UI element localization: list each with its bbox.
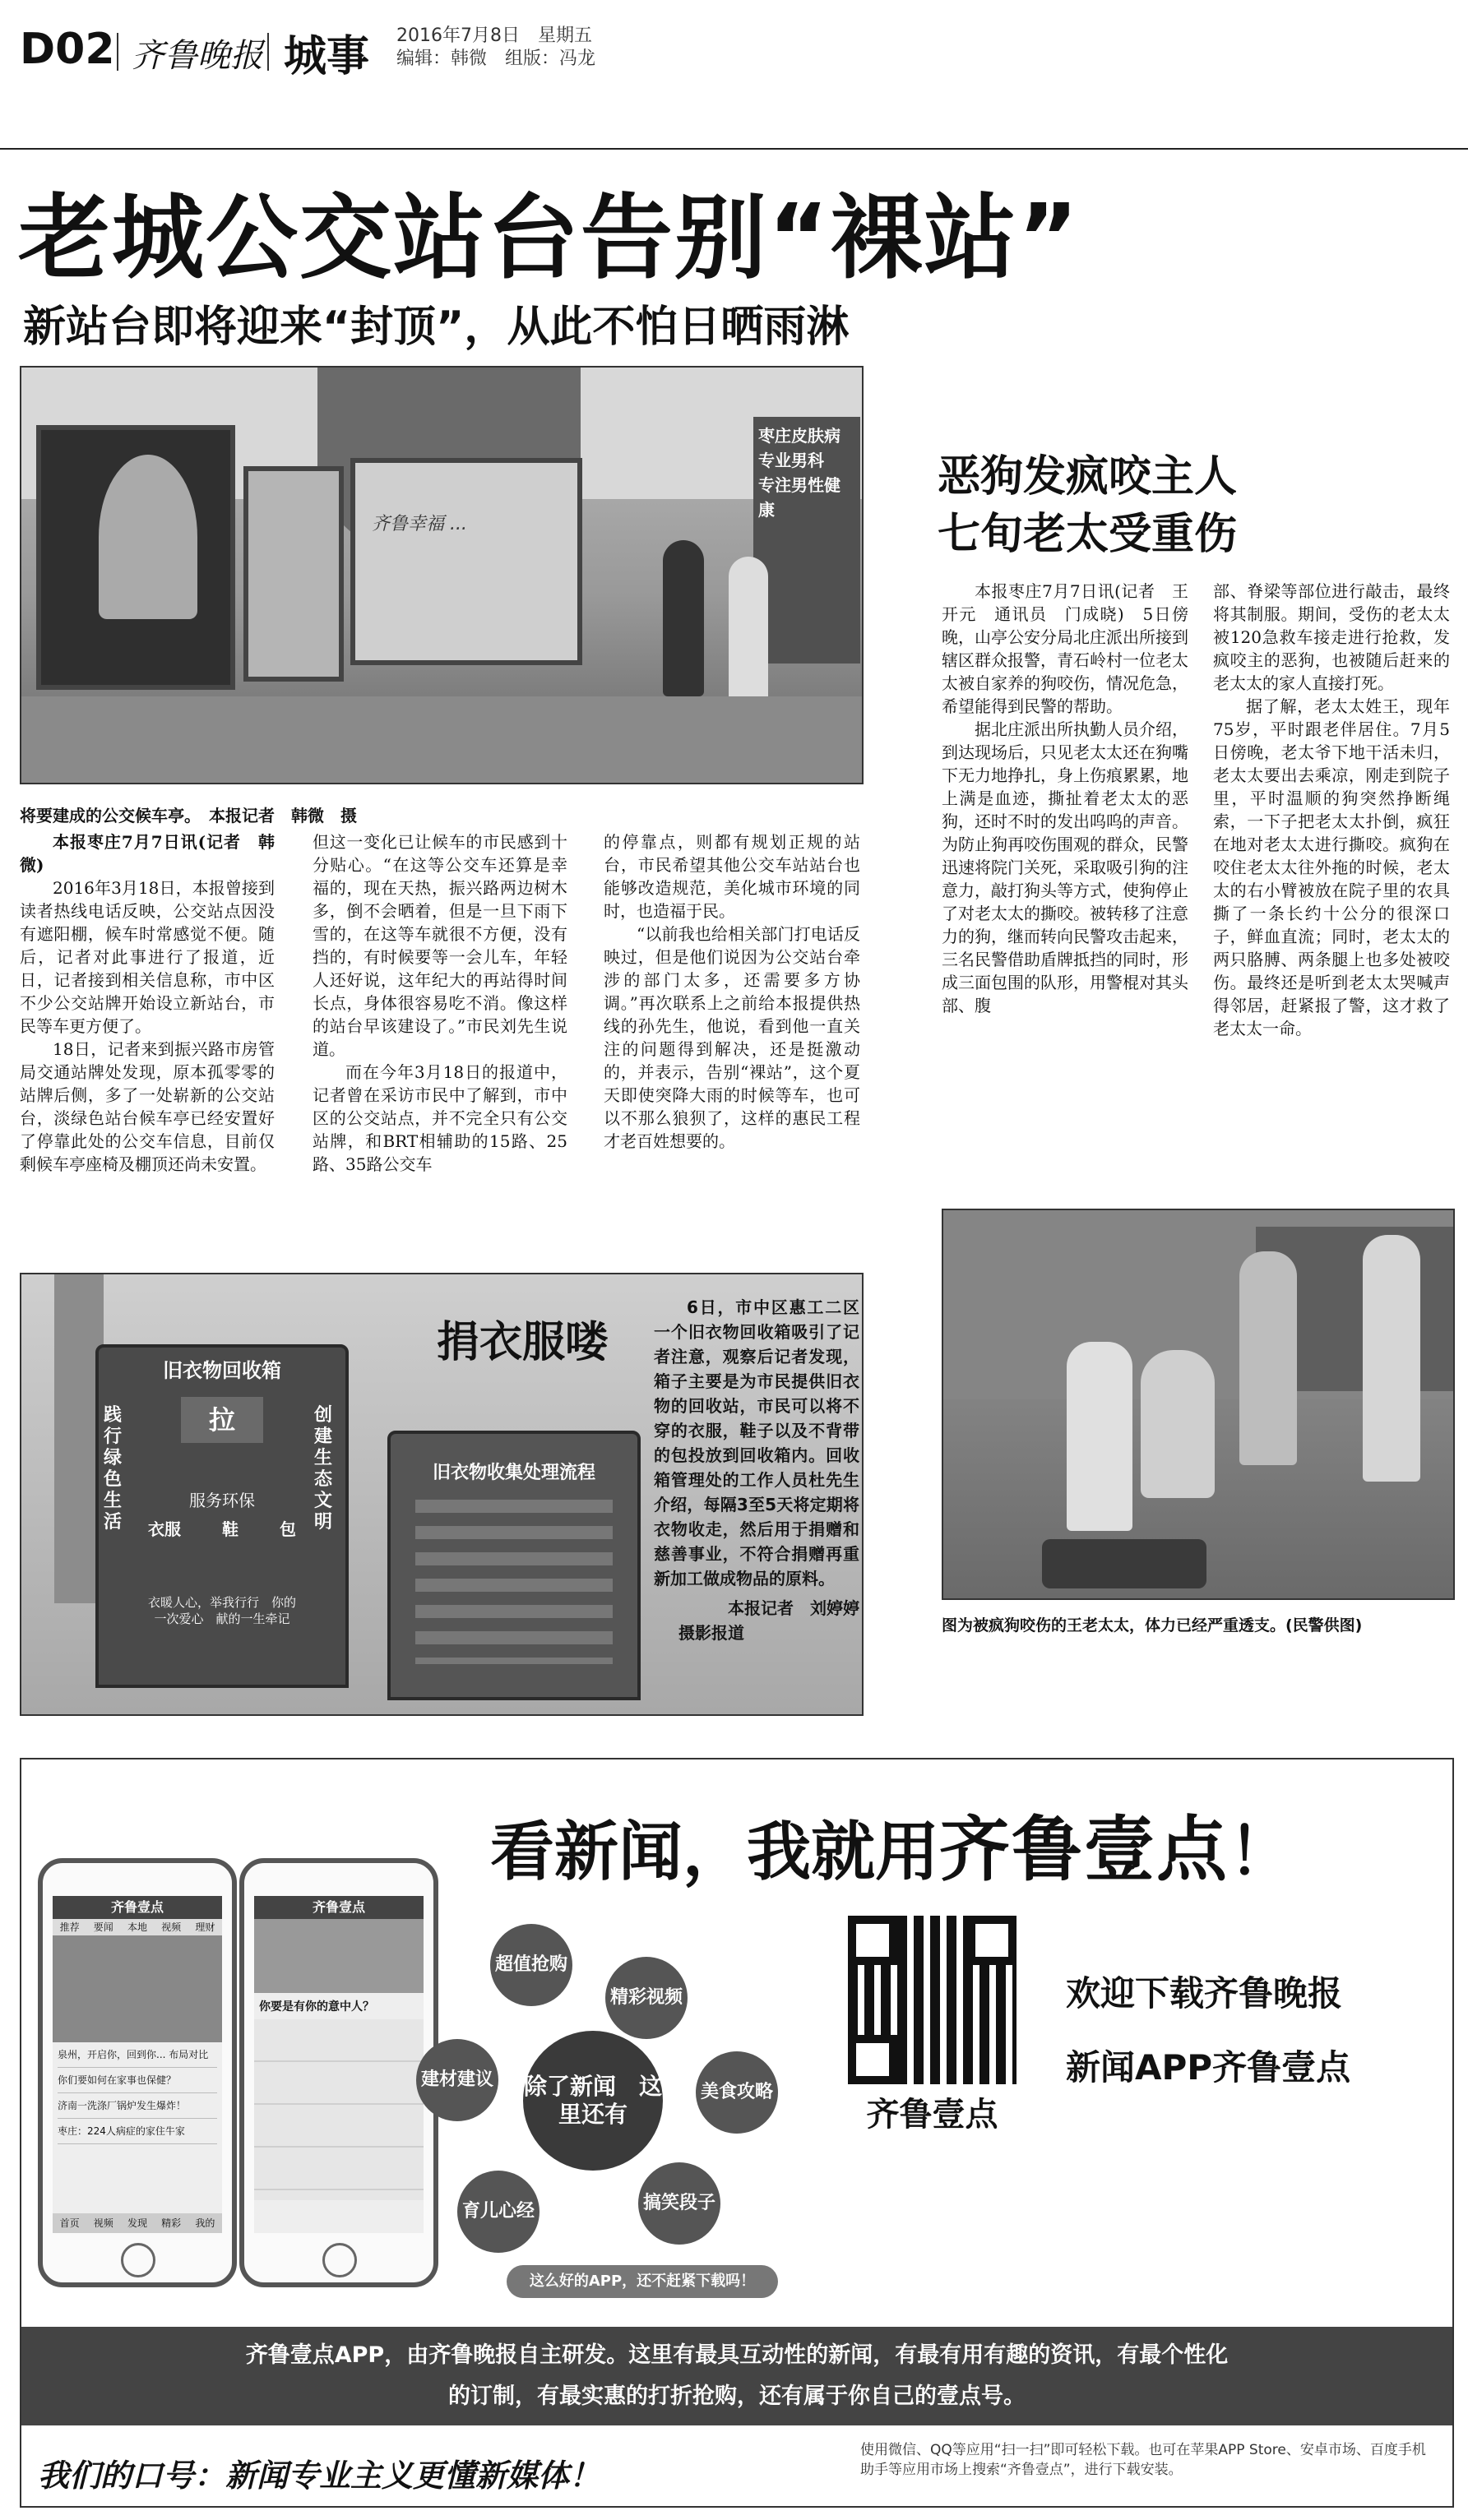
bus-stop-photo <box>20 366 864 784</box>
person <box>1363 1235 1420 1482</box>
box-item: 鞋 <box>222 1519 238 1539</box>
ad-headline <box>490 1792 1293 1894</box>
nav-item: 我的 <box>195 2217 215 2229</box>
feature-bubble: 建材建议 <box>416 2039 498 2121</box>
phone-mockup <box>38 1858 237 2287</box>
object <box>1042 1539 1206 1588</box>
news-item: 济南一洗涤厂锅炉发生爆炸！ <box>58 2093 217 2119</box>
promo-question: 你要是有你的意中人？ <box>259 2000 374 2014</box>
ad-headline-end: ！ <box>1229 1815 1294 1889</box>
paragraph: 6日，市中区惠工二区一个旧衣物回收箱吸引了记者注意，观察后记者发现，箱子主要是为市民提供旧衣物的回收站，市民可以将不穿的衣服，鞋子以及不背带的包投放到回收箱内。回收箱管理处的工作人员杜先生介绍，每隔3至5天将定期将衣物收走，然后用于捐赠和慈善事业，不符合捐赠再重新加工做成物品的原料。 <box>654 1297 859 1588</box>
tab: 视频 <box>161 1921 182 1933</box>
person <box>1067 1342 1132 1531</box>
box-items <box>148 1516 296 1540</box>
nav-item: 视频 <box>93 2217 113 2229</box>
app-advertisement <box>20 1758 1454 2508</box>
box-item: 包 <box>280 1519 296 1539</box>
title-line: 恶狗发疯咬主人 <box>938 452 1238 502</box>
paragraph: 的停靠点，则都有规划正规的站台，市民希望其他公交车站站台也能够改造规范，美化城市环境的同时，也造福于民。 <box>604 832 860 921</box>
section-name: 城事 <box>284 32 370 81</box>
feature-bubble: 精彩视频 <box>605 1957 688 2039</box>
download-instructions: 使用微信、QQ等应用“扫一扫”即可轻松下载。也可在苹果APP Store、安卓市场、百度手机助手等应用市场上搜索“齐鲁壹点”，进行下载安装。 <box>860 2442 1426 2478</box>
article-column <box>1213 580 1450 1040</box>
box-title: 旧衣物回收箱 <box>163 1359 281 1382</box>
paper-name: 齐鲁晚报 <box>132 37 263 75</box>
app-title: 齐鲁壹点 <box>53 1896 222 1919</box>
tab: 要闻 <box>93 1921 113 1933</box>
person <box>1239 1251 1297 1465</box>
shop-sign <box>753 417 860 664</box>
nav-item: 发现 <box>127 2217 147 2229</box>
person <box>663 540 704 696</box>
download-line: 新闻APP齐鲁壹点 <box>1066 2047 1351 2088</box>
injured-woman-photo <box>942 1209 1455 1600</box>
clothes-title: 捐衣服喽 <box>437 1317 609 1367</box>
flow-chart <box>415 1500 613 1664</box>
nav-item: 首页 <box>59 2217 80 2229</box>
paragraph: “以前我也给相关部门打电话反映过，但是他们说因为公交站台牵涉的部门太多，还需要多方协调。”再次联系上之前给本报提供热线的孙先生，他说，看到他一直关注的问题得到解决，还是挺激动的，并表示，告别“裸站”，这个夏天即使突降大雨的时候等车，也可以不那么狼狈了，这样的惠民工程才老百姓想要的。 <box>604 924 860 1151</box>
feature-bubble: 美食攻略 <box>696 2051 778 2134</box>
dog-story-title <box>938 448 1237 563</box>
title-line: 七旬老太受重伤 <box>938 510 1238 559</box>
download-text <box>1066 1957 1350 2105</box>
shop-sign-name: 枣庄皮肤病 <box>758 426 841 446</box>
phone-bottom-nav <box>53 2213 222 2233</box>
feature-bubbles <box>416 1916 811 2302</box>
home-button-icon <box>121 2243 155 2277</box>
photo-caption: 图为被疯狗咬伤的王老太太，体力已经严重透支。(民警供图) <box>942 1616 1363 1635</box>
box-slogan-left: 践行绿色生活 <box>104 1405 123 1533</box>
dateline: 本报枣庄7月7日讯(记者 韩微) <box>20 832 275 875</box>
paragraph: 2016年3月18日，本报曾接到读者热线电话反映，公交站点因没有遮阳棚，候车时常感觉不便。随后，记者对此事进行了报道，近日，记者接到相关信息称，市中区不少公交站牌开始设立新站台，市民等车更方便了。 <box>20 878 275 1036</box>
box-title: 旧衣物收集处理流程 <box>432 1463 595 1483</box>
donation-box <box>387 1431 641 1700</box>
bus-stop-panel <box>350 458 582 665</box>
article-column <box>604 830 860 1153</box>
news-item: 泉州，开启你，回到你... 布局对比 <box>58 2042 217 2068</box>
slogan: 我们的口号：新闻专业主义更懂新媒体！ <box>38 2457 601 2494</box>
ad-banner <box>21 2327 1452 2425</box>
box-item: 衣服 <box>148 1519 181 1539</box>
paragraph: 18日，记者来到振兴路市房管局交通站牌处发现，原本孤零零的站牌后侧，多了一处崭新的公交站台，淡绿色站台候车亭已经安置好了停靠此处的公交车信息，目前仅剩候车亭座椅及棚顶还尚未安置。 <box>20 1039 275 1174</box>
banner-line: 齐鲁壹点APP，由齐鲁晚报自主研发。这里有最具互动性的新闻，有最有用有趣的资讯，有最个性化 <box>245 2342 1229 2368</box>
qr-logo: 齐鲁壹点 <box>866 2096 998 2134</box>
article-column <box>942 580 1188 1017</box>
divider <box>117 33 118 71</box>
paragraph: 而在今年3月18日的报道中，记者曾在采访市民中了解到，市中区的公交站点，并不完全只有公交站牌，和BRT相辅助的15路、25路、35路公交车 <box>313 1062 567 1174</box>
top-rule <box>0 148 1468 150</box>
box-slogan-right: 创建生态文明 <box>314 1405 333 1533</box>
ad-headline-text: 看新闻，我就用 <box>490 1815 940 1889</box>
app-logo-text: 齐鲁壹点 <box>939 1809 1230 1891</box>
download-line: 欢迎下载齐鲁晚报 <box>1066 1973 1343 2014</box>
pull-handle: 拉 <box>181 1397 263 1443</box>
feature-bubble: 育儿心经 <box>457 2171 540 2253</box>
tab: 本地 <box>127 1921 147 1933</box>
home-button-icon <box>322 2243 357 2277</box>
news-item: 你们要如何在家事也保健？ <box>58 2068 217 2093</box>
phone-mockup <box>239 1858 438 2287</box>
divider <box>267 33 269 71</box>
photo-caption: 将要建成的公交候车亭。 本报记者 韩微 摄 <box>20 806 357 825</box>
page-number: D02 <box>20 25 115 74</box>
news-image <box>53 1935 222 2042</box>
paragraph: 据了解，老太太姓王，现年75岁，平时跟老伴居住。7月5日傍晚，老太爷下地干活未归，老太太要出去乘凉，刚走到院子里，平时温顺的狗突然挣断绳索，一下子把老太太扑倒，疯狂在地对老太太进行撕咬。疯狗在咬住老太太往外拖的时候，老太太的右小臂被放在院子里的农具撕了一条长约十公分的很深口子，鲜血直流；同时，老太太的两只胳膊、两条腿上也多处被咬伤。最终还是听到老太太哭喊声得邻居，赶紧报了警，这才救了老太太一命。 <box>1213 696 1450 1038</box>
sidewalk <box>21 696 862 783</box>
box-mid-label: 服务环保 <box>189 1491 255 1510</box>
box-footer: 衣暖人心，举我行行 你的一次爱心 献的一生牵记 <box>148 1595 297 1626</box>
byline: 摄影报道 <box>678 1623 744 1643</box>
news-list <box>254 2019 424 2200</box>
tab: 理财 <box>195 1921 215 1933</box>
page-subtitle: 新站台即将迎来“封顶”，从此不怕日晒雨淋 <box>23 303 850 352</box>
news-item: 枣庄：224人病症的家住牛家 <box>58 2119 217 2144</box>
feature-bubble-center: 除了新闻 这里还有 <box>523 2031 663 2171</box>
phone-screen <box>53 1896 222 2233</box>
app-title: 齐鲁壹点 <box>254 1896 424 1919</box>
donation-box <box>95 1344 349 1688</box>
shop-sign-line2: 专注男性健康 <box>758 475 841 520</box>
person <box>1141 1350 1215 1498</box>
feature-bubble: 超值抢购 <box>490 1924 572 2006</box>
paragraph: 据北庄派出所执勤人员介绍，到达现场后，只见老太太还在狗嘴下无力地挣扎，身上伤痕累累，地上满是血迹，撕扯着老太太的恶狗，还时不时的发出呜呜的声音。为防止狗再咬伤围观的群众，民警迅速将院门关死，采取吸引狗的注意力，敲打狗头等方式，使狗停止了对老太太的撕咬。被转移了注意力的狗，继而转向民警攻击起来，三名民警借助盾牌抵挡的同时，形成三面包围的队形，用警棍对其头部、腹 <box>942 719 1188 1015</box>
panel-sign: 齐鲁幸福 ... <box>372 514 467 534</box>
phone-tabs <box>53 1919 222 1935</box>
paragraph: 部、脊梁等部位进行敲击，最终将其制服。期间，受伤的老太太被120急救车接走进行抢救，发疯咬主的恶狗，也被随后赶来的老太太的家人直接打死。 <box>1213 581 1450 693</box>
download-ribbon: 这么好的APP，还不赶紧下载吗！ <box>507 2265 778 2298</box>
masthead-meta <box>396 25 595 71</box>
phone-screen <box>254 1896 424 2233</box>
byline: 本报记者 刘婷婷 <box>728 1598 859 1618</box>
promo-banner <box>254 1919 424 1993</box>
bus-stop-panel <box>243 466 344 682</box>
shop-sign-line1: 专业男科 <box>758 451 824 470</box>
article-column <box>313 830 567 1176</box>
billboard <box>36 425 235 690</box>
paragraph: 本报枣庄7月7日讯(记者 王开元 通讯员 门成晓) 5日傍晚，山亭公安分局北庄派出所接到辖区群众报警，青石岭村一位老太太被自家养的狗咬伤，情况危急，希望能得到民警的帮助。 <box>942 581 1188 716</box>
nav-item: 精彩 <box>161 2217 182 2229</box>
feature-bubble: 搞笑段子 <box>638 2162 720 2245</box>
editors: 编辑：韩微 组版：冯龙 <box>396 49 596 69</box>
banner-line: 的订制，有最实惠的打折抢购，还有属于你自己的壹点号。 <box>448 2384 1026 2409</box>
article-column <box>20 830 275 1176</box>
tab: 推荐 <box>59 1921 80 1933</box>
page-title: 老城公交站台告别“裸站” <box>18 185 1081 292</box>
clothes-article <box>654 1295 859 1645</box>
paragraph: 但这一变化已让候车的市民感到十分贴心。“在这等公交车还算是幸福的，现在天热，振兴路两边树木多，倒不会晒着，但是一旦下雨下雪的，在这等车就很不方便，没有挡的，有时候要等一会儿车，年轻人还好说，这年纪大的再站得时间长点，身体很容易吃不消。像这样的站台早该建设了。”市民刘先生说道。 <box>313 832 567 1059</box>
issue-date: 2016年7月8日 星期五 <box>396 25 592 46</box>
qr-code[interactable] <box>848 1916 1016 2084</box>
